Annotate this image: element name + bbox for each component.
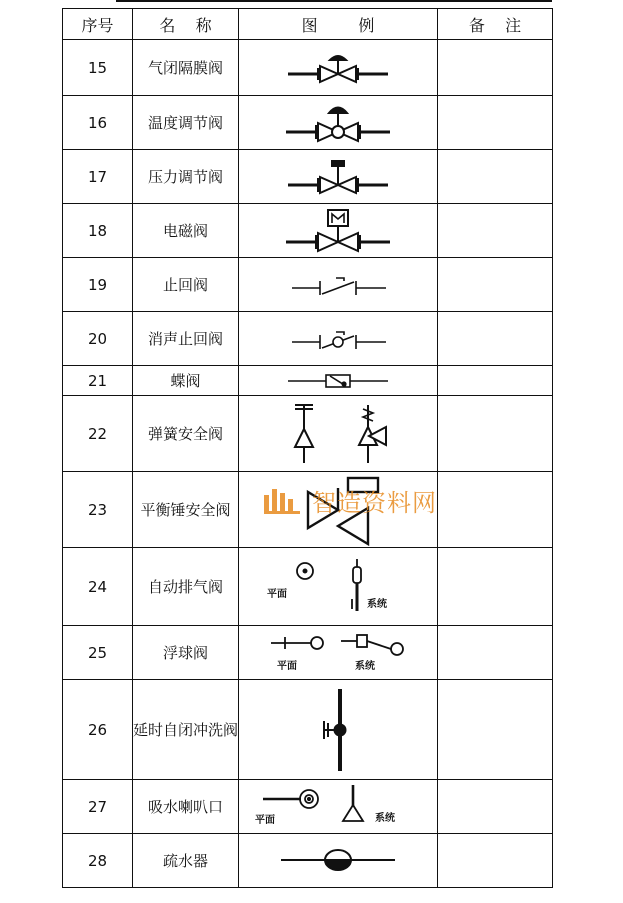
row-name: 疏水器 [133, 834, 239, 888]
row-no: 25 [63, 626, 133, 680]
solenoid-valve-symbol-icon [278, 206, 398, 256]
suction-bell-mouth-symbol-icon [253, 783, 423, 831]
table-row [63, 258, 553, 312]
table-row [63, 396, 553, 472]
header-row [63, 9, 553, 40]
plan-label: 平面 [277, 660, 297, 672]
header-no: 序号 [63, 9, 133, 40]
row-name: 蝶阀 [133, 366, 239, 396]
row-no: 18 [63, 204, 133, 258]
row-name: 温度调节阀 [133, 96, 239, 150]
delay-flush-valve-symbol-icon [278, 685, 398, 775]
row-name: 止回阀 [133, 258, 239, 312]
steam-trap-symbol-icon [273, 846, 403, 876]
row-no: 17 [63, 150, 133, 204]
row-no: 15 [63, 40, 133, 96]
header-remark: 备 注 [438, 9, 553, 40]
plan-label: 平面 [255, 814, 275, 826]
auto-air-vent-symbol-icon [263, 555, 413, 619]
row-no: 27 [63, 780, 133, 834]
row-no: 21 [63, 366, 133, 396]
row-no: 22 [63, 396, 133, 472]
butterfly-valve-symbol-icon [278, 371, 398, 391]
row-name: 平衡锤安全阀 [133, 472, 239, 548]
table-row [63, 40, 553, 96]
row-no: 28 [63, 834, 133, 888]
system-label: 系统 [375, 812, 395, 824]
row-name: 吸水喇叭口 [133, 780, 239, 834]
float-valve-symbol-icon [263, 631, 413, 675]
row-name: 弹簧安全阀 [133, 396, 239, 472]
row-name: 电磁阀 [133, 204, 239, 258]
row-no: 16 [63, 96, 133, 150]
diaphragm-valve-symbol-icon [278, 48, 398, 88]
row-name: 消声止回阀 [133, 312, 239, 366]
system-label: 系统 [367, 598, 387, 610]
silencing-check-valve-symbol-icon [278, 324, 398, 354]
table-row [63, 834, 553, 888]
row-name: 浮球阀 [133, 626, 239, 680]
valve-legend-table [62, 8, 553, 888]
header-figure: 图 例 [239, 9, 438, 40]
bars-logo-icon [262, 487, 304, 515]
table-row [63, 366, 553, 396]
row-name: 自动排气阀 [133, 548, 239, 626]
table-row [63, 680, 553, 780]
plan-label: 平面 [267, 588, 287, 600]
spring-safety-valve-symbol-icon [273, 401, 403, 467]
row-name: 延时自闭冲洗阀 [133, 680, 239, 780]
table-row [63, 312, 553, 366]
row-name: 压力调节阀 [133, 150, 239, 204]
header-name: 名 称 [133, 9, 239, 40]
row-no: 20 [63, 312, 133, 366]
row-no: 23 [63, 472, 133, 548]
row-no: 19 [63, 258, 133, 312]
table-row [63, 626, 553, 680]
pressure-control-valve-symbol-icon [278, 155, 398, 199]
table-row [63, 548, 553, 626]
check-valve-symbol-icon [278, 270, 398, 300]
table-row [63, 204, 553, 258]
table-row [63, 780, 553, 834]
row-no: 24 [63, 548, 133, 626]
system-label: 系统 [355, 660, 375, 672]
temperature-control-valve-symbol-icon [278, 100, 398, 146]
row-no: 26 [63, 680, 133, 780]
watermark-text: 智造资料网 [312, 489, 437, 517]
table-row [63, 150, 553, 204]
table-row [63, 96, 553, 150]
row-name: 气闭隔膜阀 [133, 40, 239, 96]
watermark [262, 483, 437, 518]
top-rule [116, 0, 552, 2]
